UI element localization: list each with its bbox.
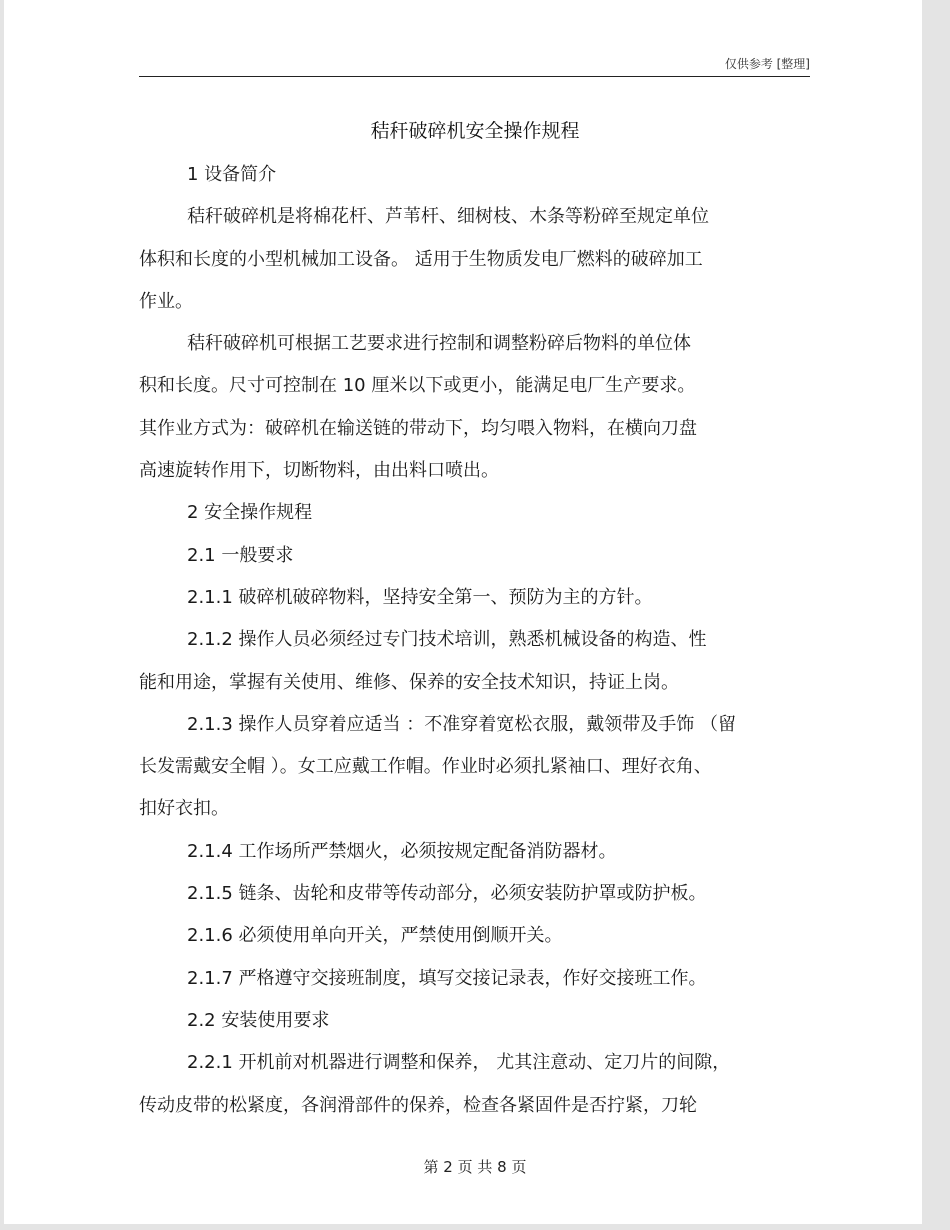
clause-2-1-4: 2.1.4 工作场所严禁烟火，必须按规定配备消防器材。 xyxy=(187,840,617,862)
clause-2-1-1: 2.1.1 破碎机破碎物料，坚持安全第一、预防为主的方针。 xyxy=(187,586,653,608)
page-edge-right xyxy=(922,0,950,1230)
section-heading-1: 1 设备简介 xyxy=(187,164,277,185)
page-edge-left xyxy=(0,0,4,1230)
clause-2-1-7: 2.1.7 严格遵守交接班制度，填写交接记录表，作好交接班工作。 xyxy=(187,967,707,989)
paragraph-line: 积和长度。尺寸可控制在 10 厘米以下或更小，能满足电厂生产要求。 xyxy=(139,375,696,397)
clause-2-2-1: 2.2.1 开机前对机器进行调整和保养， 尤其注意动、定刀片的间隙， xyxy=(187,1052,731,1074)
paragraph-line: 秸秆破碎机是将棉花杆、芦苇杆、细树枝、木条等粉碎至规定单位 xyxy=(187,206,709,228)
page-number: 第 2 页 共 8 页 xyxy=(423,1158,527,1176)
header-rule xyxy=(139,76,810,77)
paragraph-line: 作业。 xyxy=(139,290,193,312)
page-edge-bottom xyxy=(0,1224,950,1230)
subsection-heading-2-1: 2.1 一般要求 xyxy=(187,544,294,566)
clause-2-1-3: 2.1.3 操作人员穿着应适当 ：不准穿着宽松衣服，戴领带及手饰 （留 xyxy=(187,713,736,735)
clause-2-1-5: 2.1.5 链条、齿轮和皮带等传动部分，必须安装防护罩或防护板。 xyxy=(187,883,707,905)
paragraph-line: 秸秆破碎机可根据工艺要求进行控制和调整粉碎后物料的单位体 xyxy=(187,333,691,355)
paragraph-line: 传动皮带的松紧度，各润滑部件的保养，检查各紧固件是否拧紧，刀轮 xyxy=(139,1094,697,1116)
document-title: 秸秆破碎机安全操作规程 xyxy=(370,120,580,142)
section-heading-2: 2 安全操作规程 xyxy=(187,502,313,524)
clause-2-1-2: 2.1.2 操作人员必须经过专门技术培训，熟悉机械设备的构造、性 xyxy=(187,629,707,651)
header-note: 仅供参考 [整理] xyxy=(724,57,810,71)
clause-2-1-6: 2.1.6 必须使用单向开关，严禁使用倒顺开关。 xyxy=(187,925,563,947)
subsection-heading-2-2: 2.2 安装使用要求 xyxy=(187,1009,330,1031)
paragraph-line: 扣好衣扣。 xyxy=(139,798,229,820)
paragraph-line: 其作业方式为：破碎机在输送链的带动下，均匀喂入物料，在横向刀盘 xyxy=(139,417,697,439)
paragraph-line: 体积和长度的小型机械加工设备。 适用于生物质发电厂燃料的破碎加工 xyxy=(139,248,703,270)
paragraph-line: 长发需戴安全帽 ）。女工应戴工作帽。作业时必须扎紧袖口、理好衣角、 xyxy=(139,756,712,778)
paragraph-line: 高速旋转作用下，切断物料，由出料口喷出。 xyxy=(139,460,499,482)
document-body xyxy=(139,154,819,1127)
paragraph-line: 能和用途，掌握有关使用、维修、保养的安全技术知识，持证上岗。 xyxy=(139,671,679,693)
